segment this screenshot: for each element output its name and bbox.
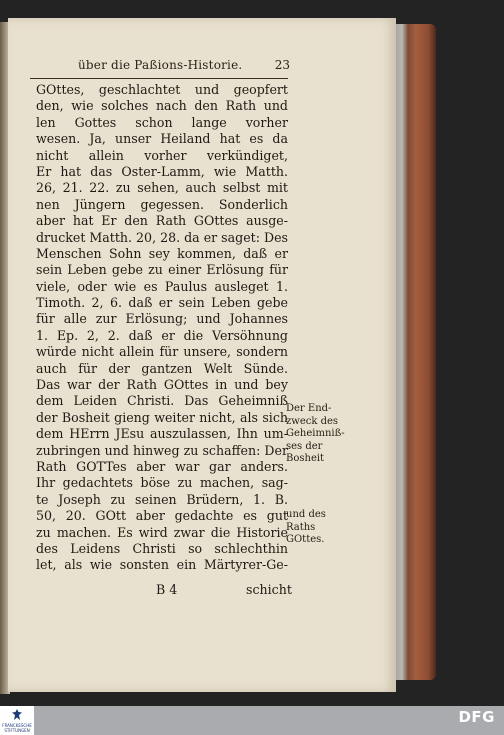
text-line: Ihr gedachtets böse zu machen, sag- [36,475,288,491]
text-line: 1. Ep. 2, 2. daß er die Versöhnung [36,327,288,343]
logo-caption-line: STIFTUNGEN [4,727,30,733]
text-line: nicht allein vorher verkündiget, [36,147,288,163]
margin-note-counsel [286,509,344,547]
text-line: Timoth. 2, 6. daß er sein Leben gebe [36,295,288,311]
text-line: würde nicht allein für unsere, sondern [36,344,288,360]
text-line: dem HErrn JEsu auszulassen, Ihn um- [36,426,288,442]
margin-note-line: Geheimniß- [286,428,345,440]
margin-note-line: ses der [286,440,323,452]
text-line: der Bosheit gieng weiter nicht, als sich [36,409,288,425]
text-line: zubringen und hinweg zu schaffen: Der [36,442,288,458]
viewer-footer-bar [0,706,504,735]
margin-note-line: Der End- [286,403,332,414]
margin-note-line: und des [286,509,326,520]
text-line: Rath GOTTes aber war gar anders. [36,458,288,474]
text-line: te Joseph zu seinen Brüdern, 1. B. [36,491,288,507]
text-line: Menschen Sohn sey kommen, daß er [36,245,288,261]
margin-note-line: Bosheit [286,453,325,465]
logo-caption-line: FRANCKESCHE [2,723,32,728]
text-line: sein Leben gebe zu einer Erlösung für [36,262,288,278]
text-line: den, wie solches nach den Rath und [36,98,288,114]
text-line: zu machen. Es wird zwar die Historie [36,524,288,540]
text-line: wesen. Ja, unser Heiland hat es da [36,131,288,147]
catchword: schicht [246,582,292,597]
margin-note-purpose [286,403,344,466]
margin-note-line: Raths [286,521,316,533]
page-number: 23 [274,58,290,72]
running-title: über die Paßions-Historie. [78,58,243,72]
text-line: auch für der gantzen Welt Sünde. [36,360,288,376]
book-fore-edge [394,24,436,680]
body-text [36,82,288,574]
text-line: let, als wie sonsten ein Märtyrer-Ge- [36,557,288,573]
header-rule [30,78,288,79]
text-line: nen Jüngern gegessen. Sonderlich [36,196,288,212]
signature-mark: B 4 [156,582,178,597]
text-line: viele, oder wie es Paulus ausleget 1. [36,278,288,294]
text-line: Das war der Rath GOttes in und bey [36,377,288,393]
text-line: len Gottes schon lange vorher [36,114,288,130]
margin-note-line: zweck des [286,415,339,427]
eagle-emblem-icon [12,709,22,721]
margin-note-line: GOttes. [286,534,325,546]
logo-caption [2,724,32,733]
text-line: für alle zur Erlösung; und Johannes [36,311,288,327]
running-header [78,58,290,78]
text-line: 26, 21. 22. zu sehen, auch selbst mit [36,180,288,196]
text-line: drucket Matth. 20, 28. da er saget: Des [36,229,288,245]
institution-logo[interactable] [0,706,34,735]
dfg-logo[interactable]: DFG [458,708,495,726]
text-line: dem Leiden Christi. Das Geheimniß [36,393,288,409]
text-line: GOttes, geschlachtet und geopfert [36,82,288,97]
text-line: Er hat das Oster-Lamm, wie Matth. [36,163,288,179]
text-line: des Leidens Christi so schlechthin [36,540,288,556]
text-line: aber hat Er den Rath GOttes ausge- [36,213,288,229]
text-line: 50, 20. GOtt aber gedachte es gut [36,508,288,524]
